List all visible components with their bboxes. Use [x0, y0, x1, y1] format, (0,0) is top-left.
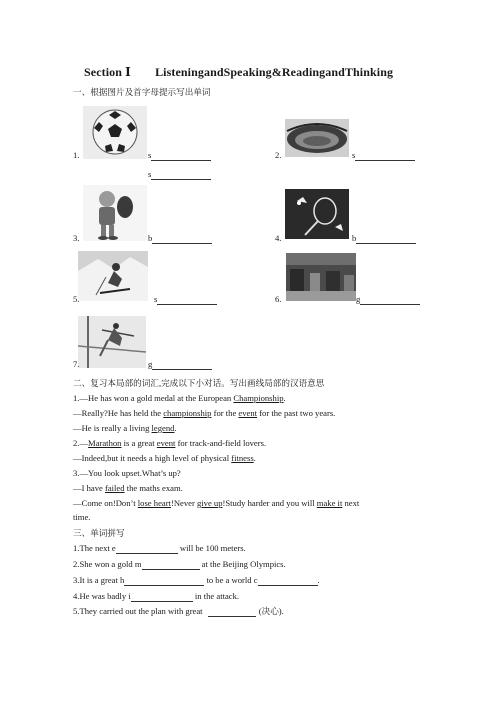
gym-image — [286, 253, 356, 301]
part3-heading: 三、单词拼写 — [73, 528, 125, 538]
stadium-image — [285, 119, 349, 157]
spelling-3-blank-2[interactable] — [258, 575, 318, 586]
item-3-answer[interactable]: b — [148, 233, 212, 244]
item-3-number: 3. — [73, 233, 80, 243]
spelling-2-blank[interactable] — [142, 559, 200, 570]
item-6-number: 6. — [275, 294, 282, 304]
underlined-word: make it — [316, 498, 343, 508]
dialogue-2-line-2: —Indeed,but it needs a high level of physical fitness. — [73, 453, 256, 463]
spelling-3: 3.It is a great h to be a world c . — [73, 575, 320, 585]
dialogue-3-line-4: time. — [73, 512, 91, 522]
dialogue-3-line-2: —I have failed the maths exam. — [73, 483, 183, 493]
badminton-image — [285, 189, 349, 239]
underlined-word: give up — [196, 498, 223, 508]
boxer-image — [83, 185, 147, 241]
item-2-answer[interactable]: s — [352, 150, 415, 161]
part2-heading: 二、复习本局部的词汇,完成以下小对话。写出画线局部的汉语意思 — [73, 378, 325, 388]
item-7-answer[interactable]: g — [148, 359, 212, 370]
item-6-answer[interactable]: g — [356, 294, 420, 305]
dialogue-2-line-1: 2.—Marathon is a great event for track-and-field lovers. — [73, 438, 267, 448]
spelling-5: 5.They carried out the plan with great (决心). — [73, 606, 284, 616]
spelling-4: 4.He was badly i in the attack. — [73, 591, 240, 601]
spelling-2: 2.She won a gold m at the Beijing Olympics. — [73, 559, 286, 569]
item-2-number: 2. — [275, 150, 282, 160]
underlined-word: lose heart — [137, 498, 171, 508]
spelling-1-blank[interactable] — [116, 543, 178, 554]
dialogue-1-line-2: —Really?He has held the championship for the event for the past two years. — [73, 408, 336, 418]
underlined-word: event — [156, 438, 176, 448]
spelling-5-blank[interactable] — [208, 606, 256, 617]
soccer-ball-image — [83, 106, 147, 159]
underlined-word: Marathon — [88, 438, 122, 448]
section-label: Section Ⅰ — [84, 65, 131, 79]
skier-image — [78, 251, 148, 301]
section-topic: ListeningandSpeaking&ReadingandThinking — [155, 65, 394, 79]
spelling-4-blank[interactable] — [131, 591, 193, 602]
item-1-answer[interactable]: s — [148, 150, 211, 161]
item-4-answer[interactable]: b — [352, 233, 416, 244]
item-5-answer[interactable]: s — [148, 294, 217, 305]
page-title — [84, 67, 393, 78]
underlined-word: legend — [151, 423, 175, 433]
part1-heading: 一、根据图片及首字母提示写出单词 — [73, 87, 211, 97]
underlined-word: event — [238, 408, 258, 418]
spelling-3-blank-1[interactable] — [124, 575, 204, 586]
gymnast-image — [78, 316, 146, 368]
underlined-word: failed — [104, 483, 125, 493]
underlined-word: fitness — [231, 453, 254, 463]
dialogue-3-line-3: —Come on!Don’t lose heart!Never give up!Study harder and you will make it next — [73, 498, 360, 508]
dialogue-1-line-1: 1.—He has won a gold medal at the European Championship. — [73, 393, 286, 403]
dialogue-3-line-1: 3.—You look upset.What’s up? — [73, 468, 181, 478]
item-4-number: 4. — [275, 233, 282, 243]
item-5-number: 5. — [73, 294, 80, 304]
item-7-number: 7. — [73, 359, 80, 369]
item-1-number: 1. — [73, 150, 80, 160]
dialogue-1-line-3: —He is really a living legend. — [73, 423, 177, 433]
item-1-answer-2[interactable]: s — [148, 169, 211, 180]
underlined-word: Championship — [233, 393, 284, 403]
spelling-1: 1.The next e will be 100 meters. — [73, 543, 246, 553]
underlined-word: championship — [163, 408, 212, 418]
